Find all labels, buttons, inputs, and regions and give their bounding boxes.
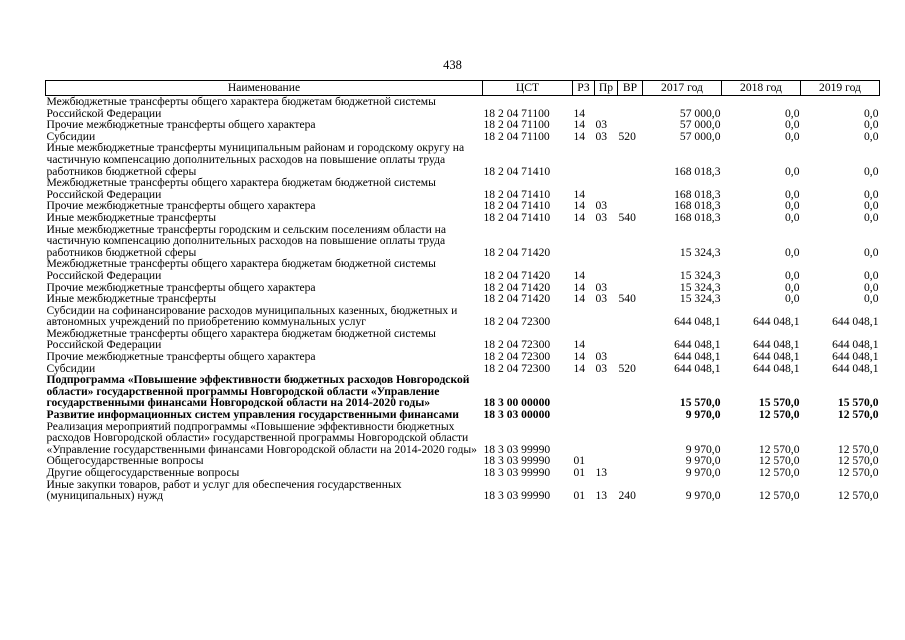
row-cst: 18 2 04 71410: [483, 187, 551, 201]
row-vr: [618, 142, 643, 177]
row-rz: 14: [573, 280, 586, 294]
row-vr: [618, 305, 643, 328]
row-value-2018: 644 048,1: [753, 315, 800, 329]
row-rz: 14: [573, 106, 586, 120]
header-name: Наименование: [46, 81, 483, 96]
row-name: Субсидии на софинансирование расходов муниципальных казенных, бюджетных и автономных учреждений по приобретению коммунальных услуг: [46, 303, 458, 329]
row-value-2017: 9 970,0: [685, 466, 721, 479]
row-value-2017: 644 048,1: [674, 361, 721, 375]
table-row: [46, 351, 880, 363]
row-pr: 03: [595, 210, 608, 224]
row-rz: 01: [573, 489, 586, 503]
row-value-2019: 644 048,1: [832, 338, 879, 352]
row-value-2018: 0,0: [785, 118, 800, 132]
row-value-2018: 644 048,1: [753, 338, 800, 352]
row-value-2019: 12 570,0: [837, 466, 879, 479]
row-value-2017: 644 048,1: [674, 338, 721, 352]
row-pr: [595, 142, 618, 177]
row-cst: 18 2 04 71420: [483, 268, 551, 282]
row-vr: [618, 374, 643, 409]
row-vr: [618, 224, 643, 259]
row-rz: 14: [573, 187, 586, 201]
row-value-2017: 15 324,3: [679, 292, 721, 306]
row-cst: 18 3 03 99990: [483, 489, 551, 503]
row-name: Подпрограмма «Повышение эффективности бюджетных расходов Новгородской области» государственной программы Новгородской области «Управление государственными финансами Новгородской области на 2014-2020 годы»: [46, 373, 470, 410]
row-name: Межбюджетные трансферты общего характера бюджетам бюджетной системы Российской Федерации: [46, 176, 436, 201]
header-2017: 2017 год: [643, 81, 722, 96]
row-value-2017: 15 324,3: [679, 268, 721, 282]
row-value-2019: 0,0: [864, 187, 879, 201]
row-value-2019: 0,0: [864, 129, 879, 143]
row-value-2017: 168 018,3: [674, 187, 721, 201]
row-value-2018: 0,0: [785, 187, 800, 201]
row-vr: [618, 258, 643, 281]
row-rz: [573, 409, 595, 421]
row-name: Реализация мероприятий подпрограммы «Повышение эффективности бюджетных расходов Новгородской области» государственной программы Новгородской области «Управление государственными финансами Новгородской области на 2014-2020 годы»: [46, 419, 477, 456]
row-pr: [595, 177, 618, 200]
header-2019: 2019 год: [801, 81, 880, 96]
row-value-2017: 57 000,0: [679, 129, 721, 143]
row-rz: 14: [573, 118, 586, 132]
row-name: Развитие информационных систем управления государственными финансами: [46, 408, 459, 422]
row-value-2018: 12 570,0: [758, 454, 800, 468]
row-value-2018: 0,0: [785, 210, 800, 224]
row-value-2017: 57 000,0: [679, 106, 721, 120]
row-rz: [573, 142, 595, 177]
row-cst: 18 2 04 71420: [483, 280, 551, 294]
row-vr: 520: [618, 361, 636, 375]
row-name: Субсидии: [46, 129, 96, 143]
row-cst: 18 3 03 00000: [483, 408, 551, 422]
row-name: Иные закупки товаров, работ и услуг для обеспечения государственных (муниципальных) нужд: [46, 477, 402, 503]
row-value-2017: 9 970,0: [685, 408, 721, 422]
table-row: [46, 293, 880, 305]
row-value-2018: 0,0: [785, 164, 800, 178]
row-rz: 14: [573, 199, 586, 213]
table-row: [46, 96, 880, 120]
row-value-2019: 0,0: [864, 280, 879, 294]
row-rz: 14: [573, 210, 586, 224]
row-value-2019: 0,0: [864, 245, 879, 259]
row-value-2019: 644 048,1: [832, 315, 879, 329]
row-value-2019: 644 048,1: [832, 350, 879, 364]
row-value-2017: 57 000,0: [679, 118, 721, 132]
row-vr: 240: [618, 489, 636, 503]
row-value-2018: 0,0: [785, 268, 800, 282]
row-name: Межбюджетные трансферты общего характера бюджетам бюджетной системы Российской Федерации: [46, 257, 436, 282]
row-pr: 03: [595, 118, 608, 132]
row-value-2019: 0,0: [864, 106, 879, 120]
row-value-2019: 0,0: [864, 164, 879, 178]
row-pr: [595, 305, 618, 328]
row-vr: [618, 421, 643, 456]
row-value-2019: 12 570,0: [837, 408, 879, 422]
row-rz: 14: [573, 338, 586, 352]
row-value-2018: 15 570,0: [758, 396, 800, 410]
row-rz: 14: [573, 129, 586, 143]
row-value-2018: 0,0: [785, 280, 800, 294]
row-pr: 13: [595, 489, 608, 503]
row-pr: [595, 421, 618, 456]
row-name: Прочие межбюджетные трансферты общего характера: [46, 118, 316, 132]
table-row: [46, 224, 880, 259]
row-cst: 18 3 00 00000: [483, 396, 551, 410]
row-value-2019: 12 570,0: [837, 442, 879, 456]
row-value-2018: 0,0: [785, 199, 800, 213]
row-value-2017: 15 324,3: [679, 245, 721, 259]
row-value-2018: 0,0: [785, 106, 800, 120]
row-vr: 540: [618, 292, 636, 306]
row-pr: [595, 96, 618, 120]
table-row: [46, 212, 880, 224]
row-vr: [618, 328, 643, 351]
table-row: [46, 409, 880, 421]
table-row: [46, 305, 880, 328]
row-value-2017: 15 324,3: [679, 280, 721, 294]
row-pr: [595, 224, 618, 259]
row-value-2018: 644 048,1: [753, 361, 800, 375]
row-pr: [595, 328, 618, 351]
row-pr: 03: [595, 361, 608, 375]
row-value-2018: 0,0: [785, 245, 800, 259]
row-value-2017: 9 970,0: [685, 489, 721, 503]
row-pr: 03: [595, 350, 608, 364]
row-value-2017: 644 048,1: [674, 315, 721, 329]
row-cst: 18 2 04 71410: [483, 199, 551, 213]
row-cst: 18 2 04 71410: [483, 164, 551, 178]
row-cst: 18 2 04 71100: [483, 129, 550, 143]
row-value-2019: 0,0: [864, 199, 879, 213]
row-cst: 18 2 04 72300: [483, 315, 551, 329]
row-rz: [573, 224, 595, 259]
row-vr: [618, 467, 643, 479]
row-rz: 14: [573, 361, 586, 375]
row-rz: 01: [573, 454, 586, 468]
row-name: Иные межбюджетные трансферты: [46, 292, 217, 306]
row-pr: 03: [595, 292, 608, 306]
table-row: [46, 374, 880, 409]
row-name: Иные межбюджетные трансферты городским и сельским поселениям области на частичную компенсацию дополнительных расходов на повышение оплаты труда работников бюджетной сферы: [46, 222, 447, 259]
table-row: [46, 142, 880, 177]
row-rz: 14: [573, 350, 586, 364]
row-name: Прочие межбюджетные трансферты общего характера: [46, 280, 316, 294]
row-name: Межбюджетные трансферты общего характера бюджетам бюджетной системы Российской Федерации: [46, 326, 436, 352]
row-value-2018: 0,0: [785, 129, 800, 143]
row-value-2019: 12 570,0: [837, 454, 879, 468]
row-rz: [573, 305, 595, 328]
row-value-2017: 9 970,0: [685, 442, 721, 456]
row-value-2018: 12 570,0: [758, 408, 800, 422]
table-row: [46, 421, 880, 456]
row-cst: 18 2 04 71100: [483, 118, 550, 132]
budget-table: [45, 80, 880, 502]
row-pr: 03: [595, 129, 608, 143]
row-value-2019: 0,0: [864, 118, 879, 132]
header-2018: 2018 год: [722, 81, 801, 96]
row-rz: 01: [573, 466, 586, 479]
row-cst: 18 3 03 99990: [483, 454, 551, 468]
header-vr: ВР: [618, 81, 643, 96]
table-row: [46, 258, 880, 281]
row-name: Другие общегосударственные вопросы: [46, 466, 240, 479]
row-name: Субсидии: [46, 361, 96, 375]
table-row: [46, 479, 880, 502]
row-value-2018: 0,0: [785, 292, 800, 306]
row-cst: 18 2 04 72300: [483, 338, 551, 352]
row-vr: 520: [618, 129, 636, 143]
row-vr: [618, 455, 643, 467]
row-cst: 18 2 04 72300: [483, 361, 551, 375]
row-vr: [618, 177, 643, 200]
row-name: Общегосударственные вопросы: [46, 454, 204, 468]
row-cst: 18 2 04 71100: [483, 106, 550, 120]
row-pr: 13: [595, 466, 608, 479]
row-value-2018: 12 570,0: [758, 466, 800, 479]
page-number: 438: [443, 58, 462, 72]
row-cst: 18 3 03 99990: [483, 466, 551, 479]
row-value-2017: 168 018,3: [674, 210, 721, 224]
row-pr: [595, 374, 618, 409]
row-value-2018: 12 570,0: [758, 489, 800, 503]
row-rz: [573, 421, 595, 456]
row-cst: 18 2 04 71410: [483, 210, 551, 224]
row-cst: 18 2 04 71420: [483, 245, 551, 259]
row-value-2019: 15 570,0: [837, 396, 879, 410]
row-value-2018: 644 048,1: [753, 350, 800, 364]
row-vr: [618, 409, 643, 421]
row-value-2019: 12 570,0: [837, 489, 879, 503]
table-body: [46, 96, 880, 502]
row-name: Прочие межбюджетные трансферты общего характера: [46, 350, 316, 364]
row-rz: 14: [573, 292, 586, 306]
table-header-row: [46, 81, 880, 96]
row-pr: [595, 409, 618, 421]
row-value-2019: 0,0: [864, 292, 879, 306]
row-rz: [573, 374, 595, 409]
row-vr: [618, 96, 643, 120]
row-name: Иные межбюджетные трансферты муниципальным районам и городскому округу на частичную компенсацию дополнительных расходов на повышение оплаты труда работников бюджетной сферы: [46, 141, 465, 178]
table-row: [46, 119, 880, 131]
row-value-2019: 644 048,1: [832, 361, 879, 375]
table-row: [46, 177, 880, 200]
row-rz: 14: [573, 268, 586, 282]
row-value-2017: 644 048,1: [674, 350, 721, 364]
row-value-2019: 0,0: [864, 268, 879, 282]
row-value-2017: 168 018,3: [674, 199, 721, 213]
row-cst: 18 3 03 99990: [483, 442, 551, 456]
table-row: [46, 328, 880, 351]
table-row: [46, 467, 880, 479]
row-value-2018: 12 570,0: [758, 442, 800, 456]
header-cst: ЦСТ: [483, 81, 573, 96]
row-name: Прочие межбюджетные трансферты общего характера: [46, 199, 316, 213]
row-value-2017: 168 018,3: [674, 164, 721, 178]
row-pr: [595, 258, 618, 281]
row-cst: 18 2 04 72300: [483, 350, 551, 364]
row-pr: 03: [595, 199, 608, 213]
row-name: Иные межбюджетные трансферты: [46, 210, 217, 224]
row-value-2017: 9 970,0: [685, 454, 721, 468]
header-rz: РЗ: [573, 81, 595, 96]
row-value-2017: 15 570,0: [679, 396, 721, 410]
row-vr: [618, 351, 643, 363]
row-name: Межбюджетные трансферты общего характера бюджетам бюджетной системы Российской Федерации: [46, 95, 436, 120]
row-cst: 18 2 04 71420: [483, 292, 551, 306]
row-pr: 03: [595, 280, 608, 294]
header-pr: Пр: [595, 81, 618, 96]
row-vr: 540: [618, 210, 636, 224]
row-value-2019: 0,0: [864, 210, 879, 224]
